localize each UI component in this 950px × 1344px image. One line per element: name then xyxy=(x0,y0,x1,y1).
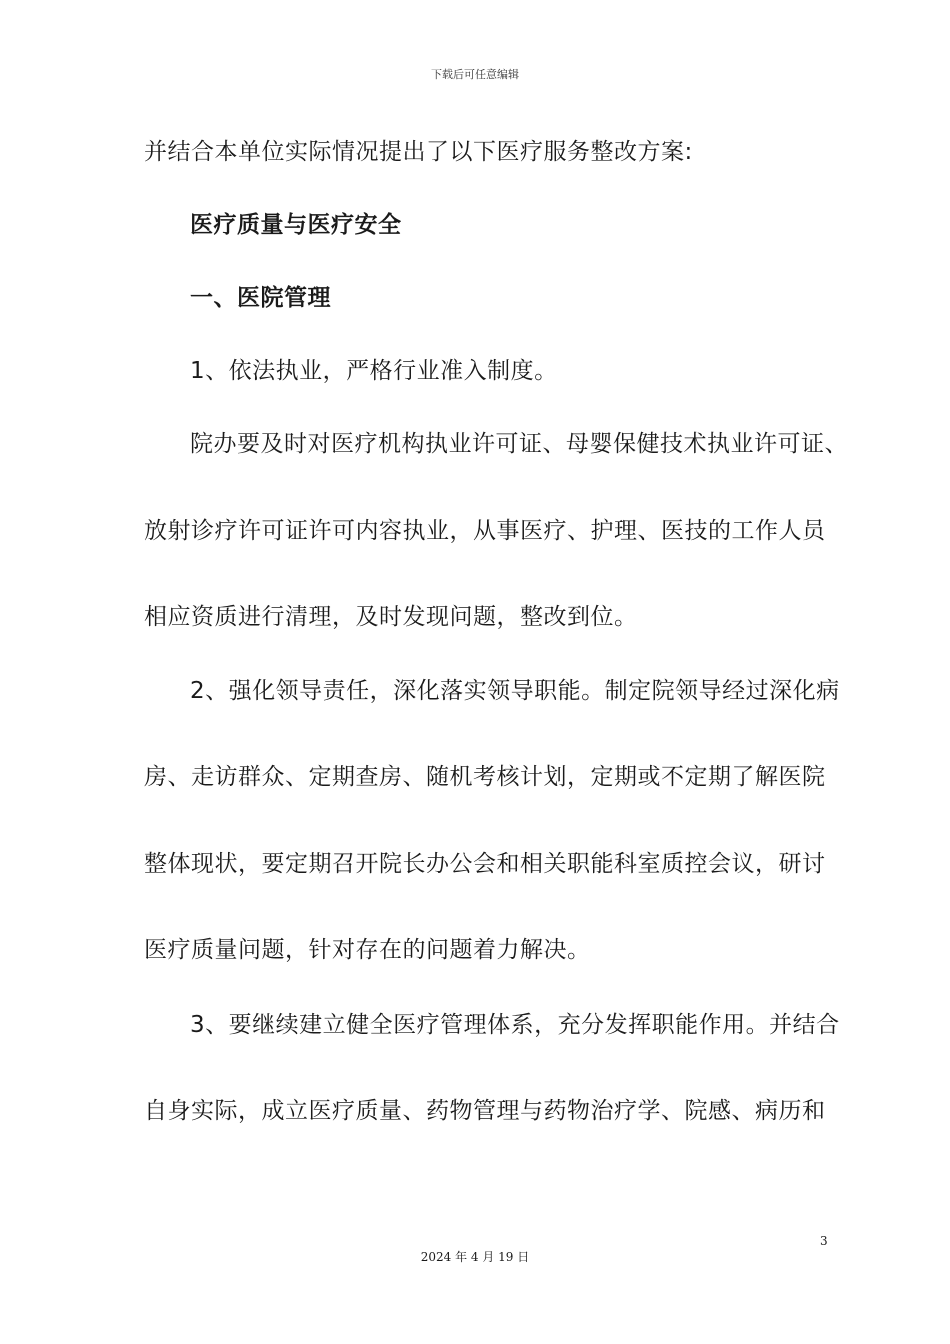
paragraph-line: 相应资质进行清理，及时发现问题，整改到位。 xyxy=(144,604,638,630)
paragraph-line: 整体现状，要定期召开院长办公会和相关职能科室质控会议，研讨 xyxy=(144,851,826,877)
paragraph-line: 1、依法执业，严格行业准入制度。 xyxy=(190,358,558,384)
page-header: 下载后可任意编辑 xyxy=(431,68,519,81)
paragraph-line: 院办要及时对医疗机构执业许可证、母婴保健技术执业许可证、 xyxy=(190,431,848,457)
footer-date: 2024 年 4 月 19 日 xyxy=(420,1250,530,1264)
paragraph-line: 房、走访群众、定期查房、随机考核计划，定期或不定期了解医院 xyxy=(144,764,826,790)
paragraph-line: 3、要继续建立健全医疗管理体系，充分发挥职能作用。并结合 xyxy=(190,1012,840,1038)
paragraph-line: 自身实际，成立医疗质量、药物管理与药物治疗学、院感、病历和 xyxy=(144,1098,826,1124)
paragraph-line: 放射诊疗许可证许可内容执业，从事医疗、护理、医技的工作人员 xyxy=(144,518,826,544)
paragraph-line: 医疗质量问题，针对存在的问题着力解决。 xyxy=(144,937,591,963)
paragraph-line: 2、强化领导责任，深化落实领导职能。制定院领导经过深化病 xyxy=(190,678,840,704)
paragraph-line: 并结合本单位实际情况提出了以下医疗服务整改方案: xyxy=(144,139,693,165)
page-number: 3 xyxy=(820,1234,828,1248)
subsection-heading: 一、医院管理 xyxy=(190,285,331,311)
section-heading: 医疗质量与医疗安全 xyxy=(190,212,402,238)
